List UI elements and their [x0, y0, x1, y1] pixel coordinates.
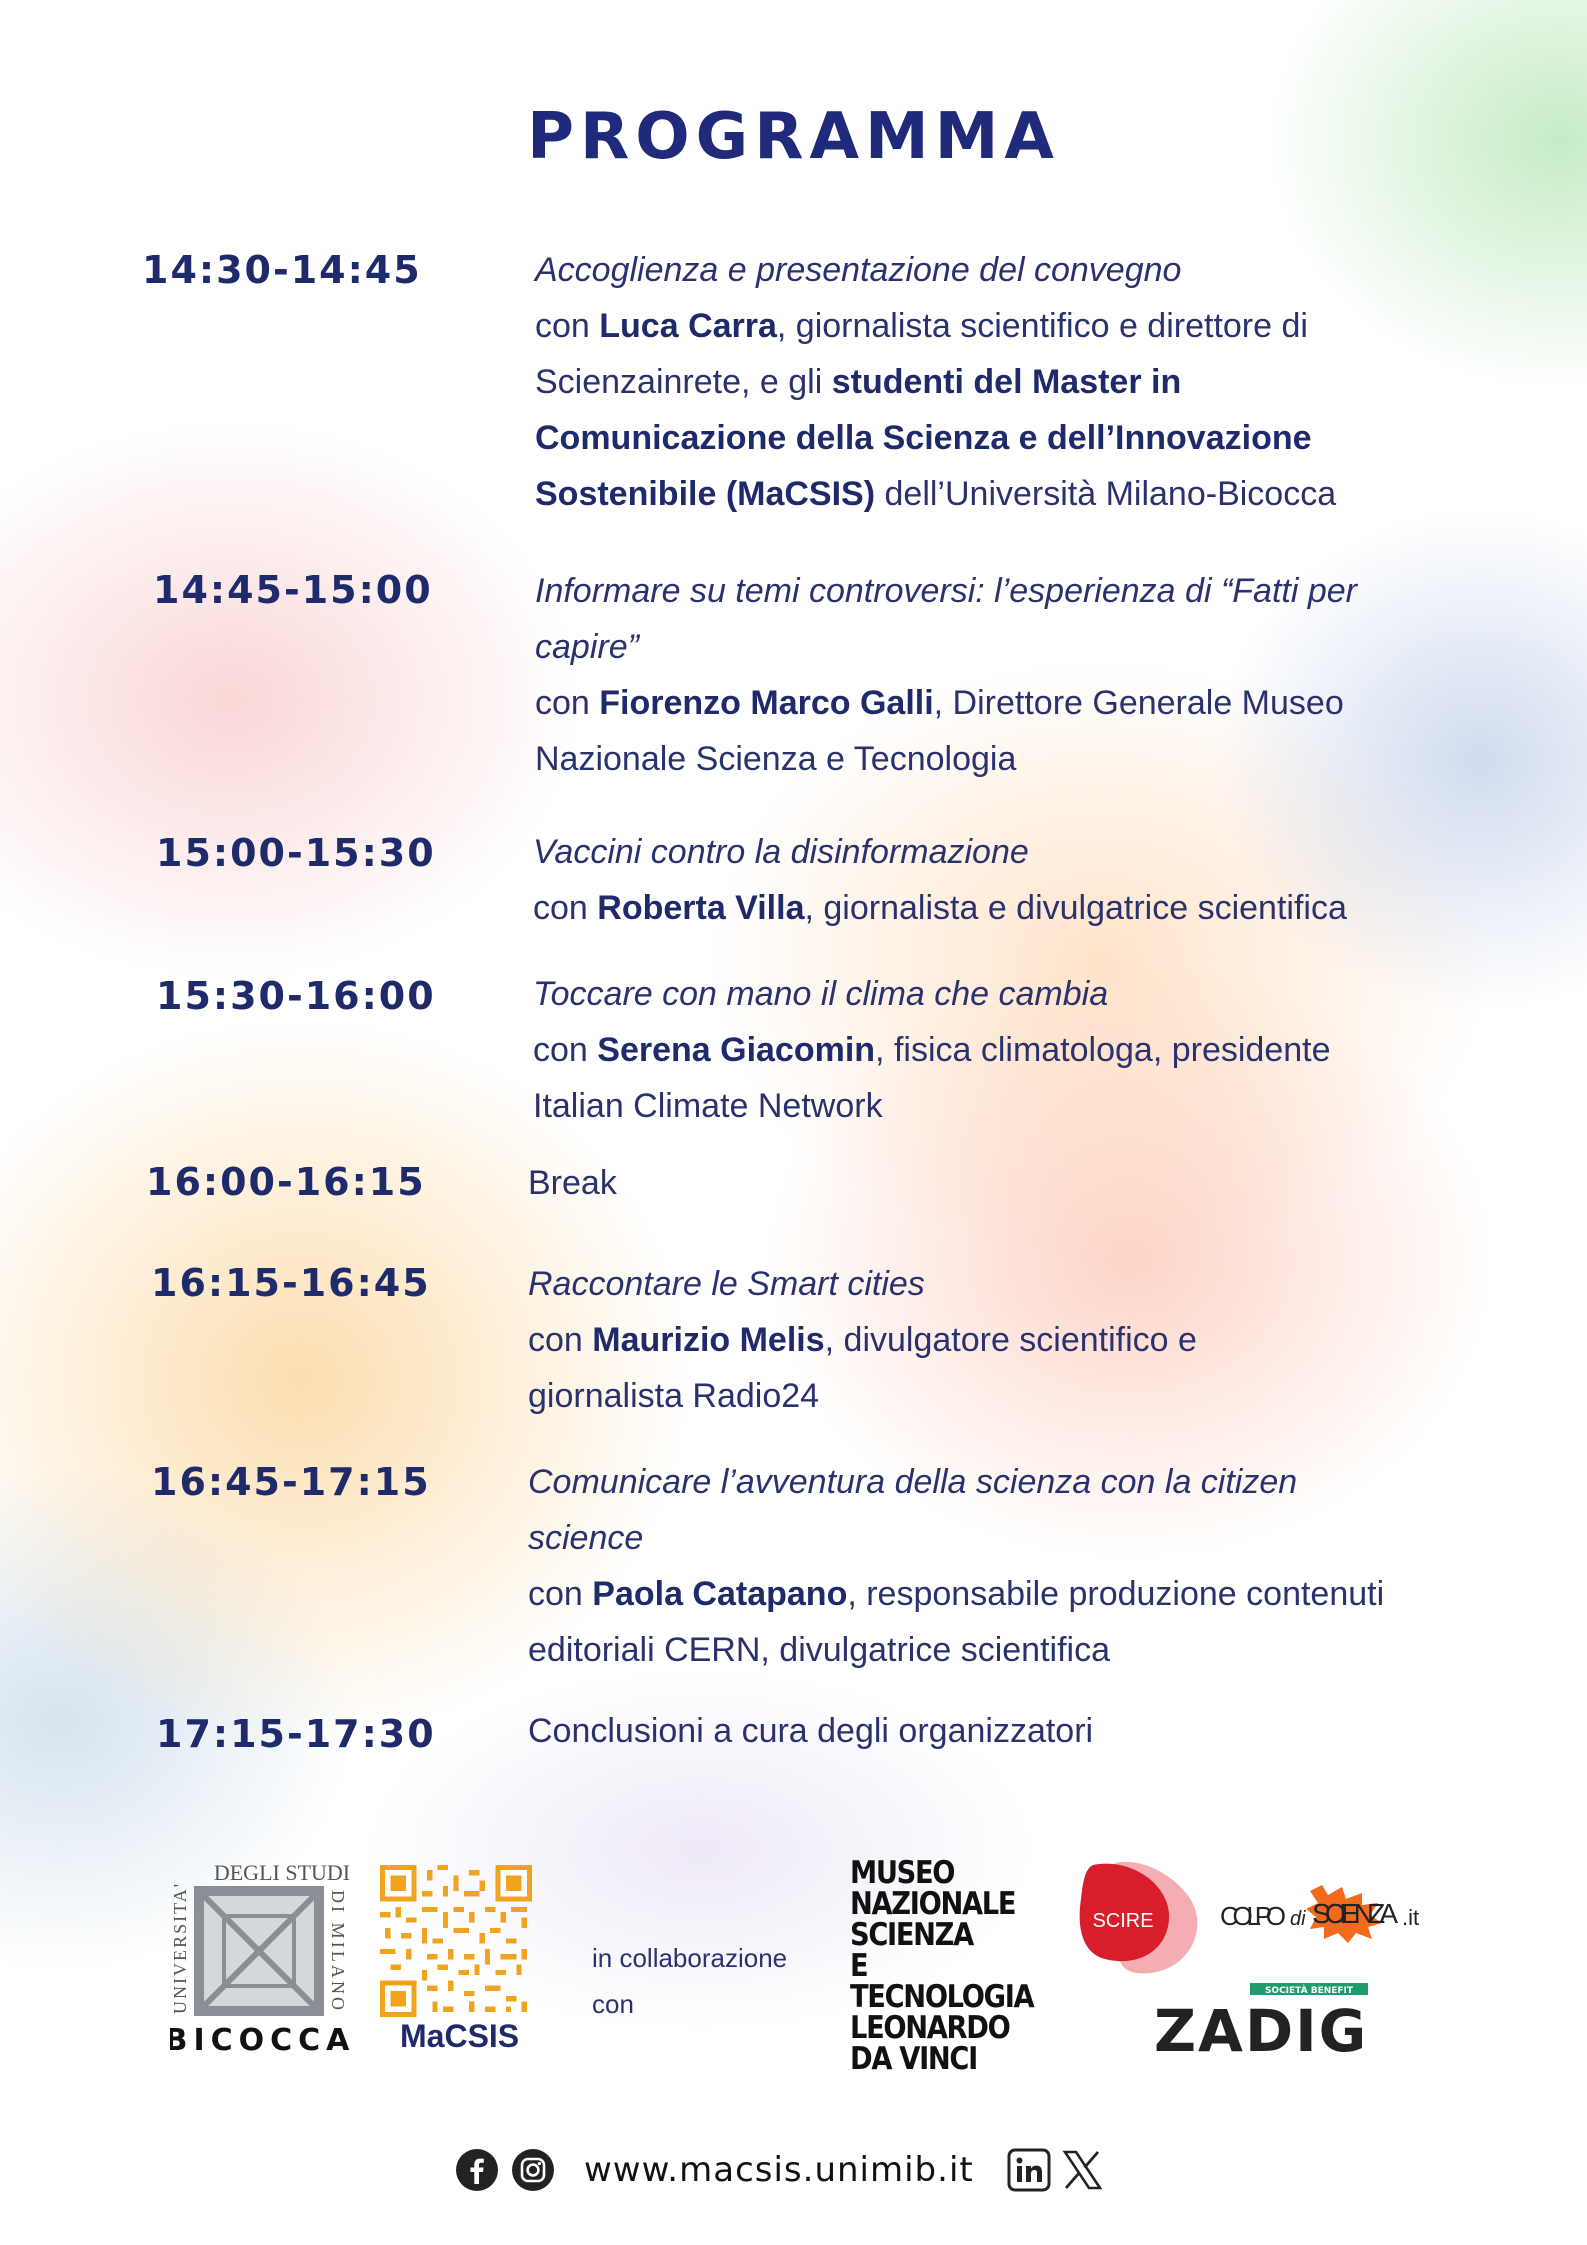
- website-link[interactable]: www.macsis.unimib.it: [584, 2150, 974, 2190]
- instagram-icon[interactable]: [511, 2148, 555, 2192]
- zadig-logo[interactable]: [1150, 1983, 1370, 2058]
- session-description: [528, 1454, 1388, 1678]
- museo-line: DA VINCI: [850, 2041, 977, 2077]
- con-label: con: [528, 1321, 593, 1359]
- macsis-label: MaCSIS: [400, 2018, 520, 2054]
- talk-title: Informare su temi controversi: l’esperienza di “Fatti per capire”: [535, 572, 1357, 666]
- speaker-detail: , divulgatore scientifico e giornalista Radio24: [528, 1321, 1197, 1415]
- speaker-detail: , giornalista e divulgatrice scientifica: [804, 889, 1347, 927]
- session-description: [528, 1256, 1328, 1424]
- page-title: PROGRAMMA: [527, 100, 1060, 174]
- colpo-d: .it: [1402, 1905, 1420, 1930]
- time-slot: 16:00-16:15: [146, 1160, 426, 1204]
- talk-title: Accoglienza e presentazione del convegno: [535, 251, 1182, 289]
- con-label: con: [533, 889, 598, 927]
- museo-line: SCIENZA: [850, 1917, 973, 1953]
- qr-code-image: [380, 1865, 532, 2017]
- time-slot: 15:00-15:30: [156, 831, 436, 875]
- unimib-bottom: BICOCCA: [170, 2023, 350, 2058]
- zadig-emblem: [1150, 1983, 1370, 2058]
- session-description: Break: [528, 1164, 617, 1202]
- unimib-logo[interactable]: [170, 1858, 350, 2058]
- collaboration-text: [592, 1935, 812, 2027]
- speaker-detail: , Direttore Generale Museo Nazionale Scienza e Tecnologia: [535, 684, 1344, 778]
- session-description: [533, 824, 1453, 936]
- colpo-c: SCIENZA: [1312, 1898, 1398, 1929]
- time-slot: 14:45-15:00: [153, 568, 433, 612]
- con-label: con: [535, 307, 600, 345]
- speaker-name: Paola Catapano: [592, 1575, 848, 1613]
- speaker-name: Luca Carra: [599, 307, 777, 345]
- talk-title: Vaccini contro la disinformazione: [533, 833, 1029, 871]
- colpo-a: COLPO: [1220, 1901, 1286, 1931]
- speaker-name: Maurizio Melis: [592, 1321, 825, 1359]
- museo-logo[interactable]: [850, 1855, 1035, 2077]
- session-description: [533, 966, 1413, 1134]
- x-icon[interactable]: [1060, 2148, 1104, 2192]
- scire-emblem: [1075, 1855, 1205, 1980]
- time-slot: 15:30-16:00: [156, 974, 436, 1018]
- colpo-emblem: [1218, 1883, 1438, 1943]
- zadig-badge: SOCIETÀ BENEFIT: [1264, 1986, 1354, 1996]
- scire-logo[interactable]: [1075, 1855, 1205, 1980]
- facebook-icon[interactable]: [455, 2148, 499, 2192]
- museo-line: LEONARDO: [850, 2010, 1010, 2046]
- session-description: [535, 242, 1435, 522]
- unimib-top: DEGLI STUDI: [213, 1860, 350, 1885]
- museo-line: E TECNOLOGIA: [850, 1948, 1034, 2015]
- speaker-name: Fiorenzo Marco Galli: [599, 684, 934, 722]
- scire-text: SCIRE: [1092, 1910, 1154, 1932]
- collab-line-2: con: [592, 1989, 634, 2019]
- qr-code[interactable]: [380, 1865, 532, 2017]
- unimib-emblem: [170, 1858, 350, 2058]
- time-slot: 17:15-17:30: [156, 1712, 436, 1756]
- time-slot: 16:15-16:45: [151, 1261, 431, 1305]
- speaker-name: Roberta Villa: [597, 889, 805, 927]
- talk-title: Comunicare l’avventura della scienza con la citizen science: [528, 1463, 1298, 1557]
- speaker-detail: , giornalista scientifico e direttore di Scienzainrete, e gli: [535, 307, 1308, 401]
- museo-line: MUSEO: [850, 1855, 955, 1891]
- speaker-detail: dell’Università Milano-Bicocca: [875, 475, 1337, 513]
- con-label: con: [535, 684, 600, 722]
- time-slot: 16:45-17:15: [151, 1460, 431, 1504]
- zadig-name: ZADIG: [1154, 1997, 1369, 2058]
- talk-title: Raccontare le Smart cities: [528, 1265, 925, 1303]
- colpo-di-scienza-logo[interactable]: [1218, 1883, 1438, 1943]
- con-label: con: [528, 1575, 593, 1613]
- speaker-detail: , fisica climatologa, presidente Italian Climate Network: [533, 1031, 1331, 1125]
- session-description: Conclusioni a cura degli organizzatori: [528, 1712, 1094, 1750]
- speaker-name: Serena Giacomin: [597, 1031, 876, 1069]
- unimib-right: DI MILANO: [328, 1890, 348, 2010]
- con-label: con: [533, 1031, 598, 1069]
- time-slot: 14:30-14:45: [142, 248, 422, 292]
- museo-line: NAZIONALE: [850, 1886, 1016, 1922]
- talk-title: Toccare con mano il clima che cambia: [533, 975, 1109, 1013]
- group-name: studenti del Master in Comunicazione della Scienza e dell’Innovazione Sostenibile (MaCSIS): [535, 363, 1312, 513]
- linkedin-icon[interactable]: [1007, 2148, 1051, 2192]
- unimib-left: UNIVERSITA': [170, 1884, 190, 2014]
- collab-line-1: in collaborazione: [592, 1943, 788, 1973]
- speaker-detail: , responsabile produzione contenuti editoriali CERN, divulgatrice scientifica: [528, 1575, 1385, 1669]
- session-description: [535, 563, 1415, 787]
- colpo-b: di: [1290, 1908, 1306, 1930]
